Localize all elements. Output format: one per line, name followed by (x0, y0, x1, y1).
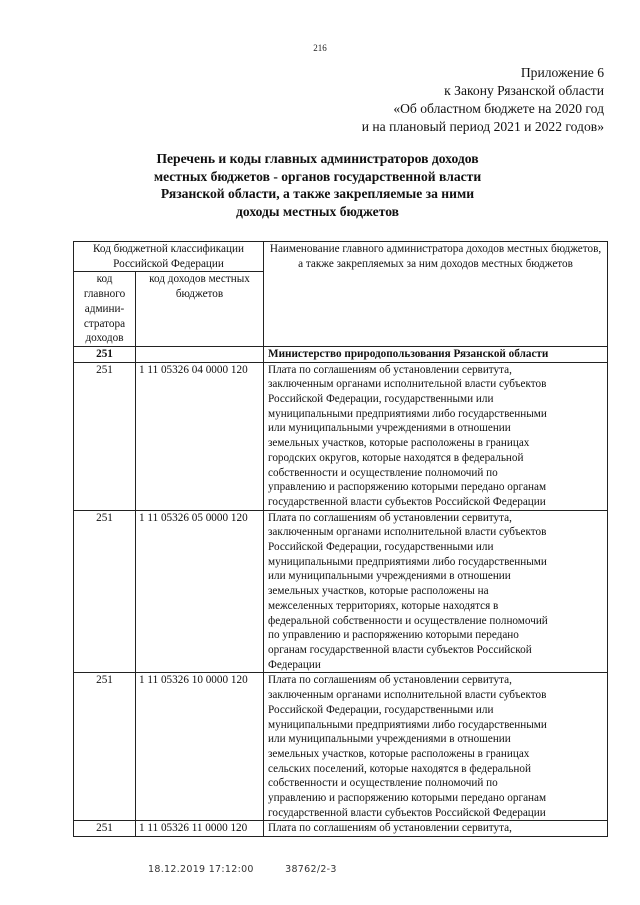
admin-code-cell: 251 (74, 362, 136, 510)
header-name: Наименование главного администратора доходов местных бюджетов, а также закрепляемых за ним доходов местных бюджетов (264, 242, 608, 347)
income-code-cell: 1 11 05326 11 0000 120 (136, 821, 264, 837)
income-name-cell (264, 510, 608, 673)
table-row (74, 673, 608, 821)
ministry-row (74, 346, 608, 362)
income-name-line: муниципальными предприятиями либо государственными (268, 718, 547, 731)
admin-code-cell: 251 (74, 821, 136, 837)
income-code-cell: 1 11 05326 05 0000 120 (136, 510, 264, 673)
document-title (120, 150, 515, 220)
appendix-line: Приложение 6 (520, 65, 604, 80)
footer-datetime: 18.12.2019 17:12:00 (148, 864, 254, 875)
income-code-cell: 1 11 05326 10 0000 120 (136, 673, 264, 821)
table-row (74, 362, 608, 510)
income-codes-table (73, 241, 608, 837)
page-number: 216 (313, 43, 327, 53)
income-name-line: заключенным органами исполнительной власти субъектов (268, 378, 547, 391)
admin-code-cell: 251 (74, 673, 136, 821)
income-name-line: Российской Федерации, государственными или (268, 703, 494, 716)
income-name-line: Плата по соглашениям об установлении сервитута, (268, 511, 512, 524)
title-line: Рязанской области, а также закрепляемые за ними (160, 186, 475, 201)
title-line: Перечень и коды главных администраторов доходов (156, 151, 479, 166)
ministry-admin-code: 251 (74, 346, 136, 362)
income-name-line: заключенным органами исполнительной власти субъектов (268, 526, 547, 539)
title-line: доходы местных бюджетов (235, 203, 399, 219)
income-name-line: федеральной собственности и осуществление полномочий (268, 614, 548, 627)
income-name-cell (264, 673, 608, 821)
income-name-line: земельных участков, которые расположены в границах (268, 437, 530, 450)
footer-doc-id: 38762/2-3 (285, 864, 337, 875)
income-name-line: управлению и распоряжению которыми передано органам (268, 481, 547, 494)
income-name-line: заключенным органами исполнительной власти субъектов (268, 689, 547, 702)
income-name-line: собственности и осуществление полномочий по (268, 777, 498, 790)
income-name-line: государственной власти субъектов Российской Федерации (268, 806, 546, 819)
income-name-line: земельных участков, которые расположены в границах (268, 747, 530, 760)
income-name-line: собственности и осуществление полномочий по (268, 466, 498, 479)
income-name-line: управлению и распоряжению которыми передано органам (268, 792, 547, 805)
income-name-line: или муниципальными учреждениями в отношении (268, 422, 511, 435)
title-line: местных бюджетов - органов государственной власти (153, 168, 482, 184)
table-header-row (74, 242, 608, 272)
income-name-line: земельных участков, которые расположены на (268, 585, 489, 598)
table-row (74, 510, 608, 673)
admin-code-cell: 251 (74, 510, 136, 673)
income-name-line: Плата по соглашениям об установлении сервитута, (268, 363, 512, 376)
income-name-line: межселенных территориях, которые находятся в (268, 599, 499, 612)
income-name-line: сельских поселений, которые находятся в федеральной (268, 762, 531, 775)
income-name-line: Федерации (268, 658, 321, 671)
ministry-name: Министерство природопользования Рязанской области (264, 346, 608, 362)
income-name-line: Плата по соглашениям об установлении сервитута, (268, 674, 512, 687)
income-name-line: или муниципальными учреждениями в отношении (268, 570, 511, 583)
appendix-line: к Закону Рязанской области (444, 83, 604, 98)
income-name-line: Плата по соглашениям об установлении сервитута, (268, 822, 512, 835)
header-income-code: код доходов местных бюджетов (136, 272, 264, 347)
income-name-line: Российской Федерации, государственными или (268, 393, 494, 406)
income-name-cell (264, 362, 608, 510)
appendix-line: и на плановый период 2021 и 2022 годов» (361, 119, 604, 134)
income-name-line: государственной власти субъектов Российской Федерации (268, 495, 546, 508)
ministry-empty-cell (136, 346, 264, 362)
table-row (74, 821, 608, 837)
income-name-line: по управлению и распоряжению которыми передано (268, 629, 519, 642)
header-code-group: Код бюджетной классификации Российской Федерации (74, 242, 264, 272)
income-name-line: или муниципальными учреждениями в отношении (268, 733, 511, 746)
income-name-cell (264, 821, 608, 837)
income-code-cell: 1 11 05326 04 0000 120 (136, 362, 264, 510)
appendix-header (362, 64, 604, 136)
footer-stamp (148, 864, 365, 875)
income-name-line: муниципальными предприятиями либо государственными (268, 555, 547, 568)
income-name-line: органам государственной власти субъектов Российской (268, 643, 532, 656)
income-name-line: муниципальными предприятиями либо государственными (268, 407, 547, 420)
appendix-line: «Об областном бюджете на 2020 год (393, 101, 604, 116)
income-name-line: городских округов, которые находятся в федеральной (268, 451, 524, 464)
income-name-line: Российской Федерации, государственными или (268, 541, 494, 554)
header-admin-code: код главного админи-стратора доходов (74, 272, 136, 347)
